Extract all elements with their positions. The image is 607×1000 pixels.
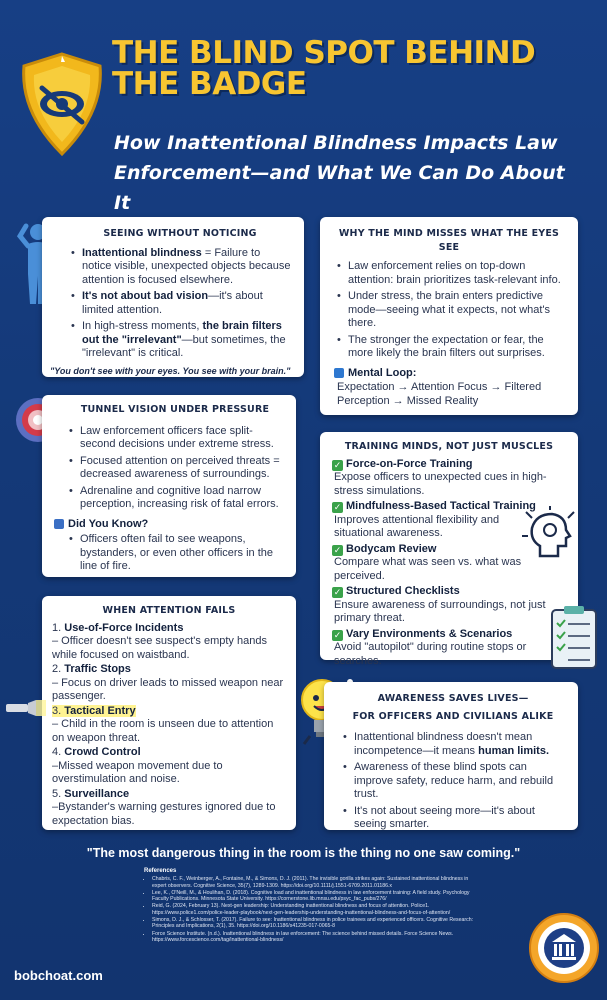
training-item: ✓ Bodycam Review Compare what was seen vs. what was perceived.	[333, 542, 522, 582]
check-icon: ✓	[333, 459, 342, 470]
list-item: • In high-stress moments, the brain filters out the "irrelevant"—but sometimes, the "irrelevant" is critical.	[82, 320, 292, 361]
list-item: • Inattentional blindness = Failure to notice visible, unexpected objects because attention is focused elsewhere.	[82, 247, 292, 288]
mental-loop-label: Mental Loop:	[334, 367, 564, 381]
brain-quote: "You don't see with your eyes. You see with your brain."	[50, 365, 291, 376]
list-item: • Law enforcement relies on top-down attention: brain prioritizes task-relevant info.	[348, 260, 564, 287]
when-attention-fails-card	[42, 596, 296, 830]
training-item: ✓ Mindfulness-Based Tactical Training Improves attentional flexibility and situational awareness.	[333, 500, 536, 539]
reference-item: • Reid, G. (2024, February 13). Next-gen leadership: Understanding inattentional blindness and focus of attention. Police1. https://www.police1.com/police-leader-playbook/next-gen-leadership-understanding-inattentional-blindness-and-focus-of-attention/	[152, 903, 474, 916]
list-item: • Officers often fail to see weapons, bystanders, or even other officers in the line of fire.	[80, 533, 284, 574]
flashlight-icon	[6, 700, 46, 716]
list-item: 5. Surveillance –Bystander's warning gestures ignored due to expectation bias.	[52, 787, 276, 827]
list-item: • It's not about seeing more—it's about seeing smarter.	[354, 805, 566, 832]
tunnel-vision-card	[42, 395, 296, 577]
training-item: ✓ Vary Environments & Scenarios Avoid "autopilot" during routine stops or searches.	[333, 627, 527, 667]
list-item: 4. Crowd Control –Missed weapon movement due to overstimulation and noise.	[52, 746, 223, 785]
academy-seal-logo	[528, 912, 600, 984]
seeing-without-noticing-card	[42, 217, 304, 377]
card-heading: WHEN ATTENTION FAILS	[102, 605, 236, 616]
list-item: • Under stress, the brain enters predictive mode—seeing what it expects, not what's there.	[348, 290, 564, 331]
awareness-saves-lives-card	[324, 682, 578, 830]
checklist-clipboard-icon	[548, 604, 600, 670]
check-icon: ✓	[333, 629, 342, 640]
card-heading: AWARENESS SAVES LIVES—	[377, 693, 529, 704]
list-item: • Law enforcement officers face split-second decisions under extreme stress.	[80, 425, 284, 452]
card-heading: SEEING WITHOUT NOTICING	[103, 228, 257, 239]
list-item: 2. Traffic Stops – Focus on driver leads to missed weapon near passenger.	[52, 663, 284, 702]
did-you-know-label: Did You Know?	[54, 518, 284, 532]
list-item: • The stronger the expectation or fear, the more likely the brain filters out surprises.	[348, 334, 564, 361]
card-heading: TRAINING MINDS, NOT JUST MUSCLES	[344, 441, 554, 452]
list-item: • Adrenaline and cognitive load narrow perception, increasing risk of fatal errors.	[80, 485, 284, 512]
loop-icon	[334, 368, 344, 378]
police-badge-icon	[16, 52, 108, 156]
footer-site: bobchoat.com	[14, 968, 103, 983]
closing-quote: "The most dangerous thing in the room is the thing no one saw coming."	[86, 846, 521, 860]
references-section: References • Chabris, C. F., Weinberger, A., Fontaine, M., & Simons, D. J. (2011). The invisible gorilla strikes again: Sustained inattentional blindness in expert observers. Cognitive Science, 35(7), 1289-1309. https://doi.org/10.1111/j.1551-6709.2011.01186.x • Lee, K., O'Neill, M., & Houlihan, D. (2018). Cognitive load and inattentional blindness in law enforcement training: A field study. Psychology Faculty Publications. Minnesota State University. https://cornerstone.lib.mnsu.edu/psyc_fac_pubs/276/ • Reid, G. (2024, February 13). Next-gen leadership: Understanding inattentional blindness and focus of attention. Police1. https://www.police1.com/police-leader-playbook/next-gen-leadership-understanding-inattentional-blindness-and-focus-of-attention/ • Simons, D. J., & Schlosser, T. (2017). Failure to see: Inattentional blindness in police trainees and experienced officers. Cognitive Research: Principles and Implications, 2(1), 35. https://doi.org/10.1186/s41235-017-0065-8 • Force Science Institute. (n.d.). Inattentional blindness in law enforcement: The science behind missed details. Force Science News. https://www.forcescience.com/tag/inattentional-blindness/	[144, 868, 474, 944]
training-item: ✓ Force-on-Force Training Expose officers to unexpected cues in high-stress simulations.	[333, 457, 547, 497]
list-item: 3. Tactical Entry – Child in the room is unseen due to attention on weapon threat.	[52, 704, 274, 744]
check-icon: ✓	[333, 587, 342, 597]
card-subheading: FOR OFFICERS AND CIVILIANS ALIKE	[352, 710, 554, 722]
list-item: • Awareness of these blind spots can improve safety, reduce harm, and rebuild trust.	[354, 761, 566, 802]
list-item: • Focused attention on perceived threats = decreased awareness of surroundings.	[80, 455, 284, 482]
page-subtitle: How Inattentional Blindness Impacts Law Enforcement—and What We Can Do About It	[114, 132, 565, 214]
bar-chart-icon	[54, 519, 64, 529]
list-item: • Inattentional blindness doesn't mean incompetence—it means human limits.	[354, 731, 566, 758]
check-icon: ✓	[333, 544, 342, 555]
reference-item: • Simons, D. J., & Schlosser, T. (2017). Failure to see: Inattentional blindness in police trainees and experienced officers. Cognitive Research: Principles and Implications, 2(1), 35. https://doi.org/10.1186/s41235-017-0065-8	[152, 917, 474, 930]
reference-item: • Chabris, C. F., Weinberger, A., Fontaine, M., & Simons, D. J. (2011). The invisible gorilla strikes again: Sustained inattentional blindness in expert observers. Cognitive Science, 35(7), 1289-1309. https://doi.org/10.1111/j.1551-6709.2011.01186.x	[152, 876, 474, 889]
mental-loop-text: Expectation → Attention Focus → Filtered Perception → Missed Reality	[337, 381, 542, 407]
card-heading: WHY THE MIND MISSES WHAT THE EYES SEE	[338, 228, 560, 253]
card-heading: TUNNEL VISION UNDER PRESSURE	[80, 404, 270, 415]
why-mind-misses-card	[320, 217, 578, 415]
reference-item: • Force Science Institute. (n.d.). Inattentional blindness in law enforcement: The science behind missed details. Force Science News. https://www.forcescience.com/tag/inattentional-blindness/	[152, 931, 474, 944]
list-item: 1. Use-of-Force Incidents – Officer doesn't see suspect's empty hands while focused on waistband.	[52, 621, 267, 661]
check-icon: ✓	[333, 502, 342, 512]
training-item: ✓ Structured Checklists Ensure awareness of surroundings, not just primary threat.	[333, 585, 546, 624]
reference-item: • Lee, K., O'Neill, M., & Houlihan, D. (2018). Cognitive load and inattentional blindness in law enforcement training: A field study. Psychology Faculty Publications. Minnesota State University. https://cornerstone.lib.mnsu.edu/psyc_fac_pubs/276/	[152, 890, 474, 903]
list-item: • It's not about bad vision—it's about limited attention.	[82, 290, 292, 317]
page-title: THE BLIND SPOT BEHIND THE BADGE	[112, 35, 536, 102]
head-brain-icon	[520, 506, 580, 566]
